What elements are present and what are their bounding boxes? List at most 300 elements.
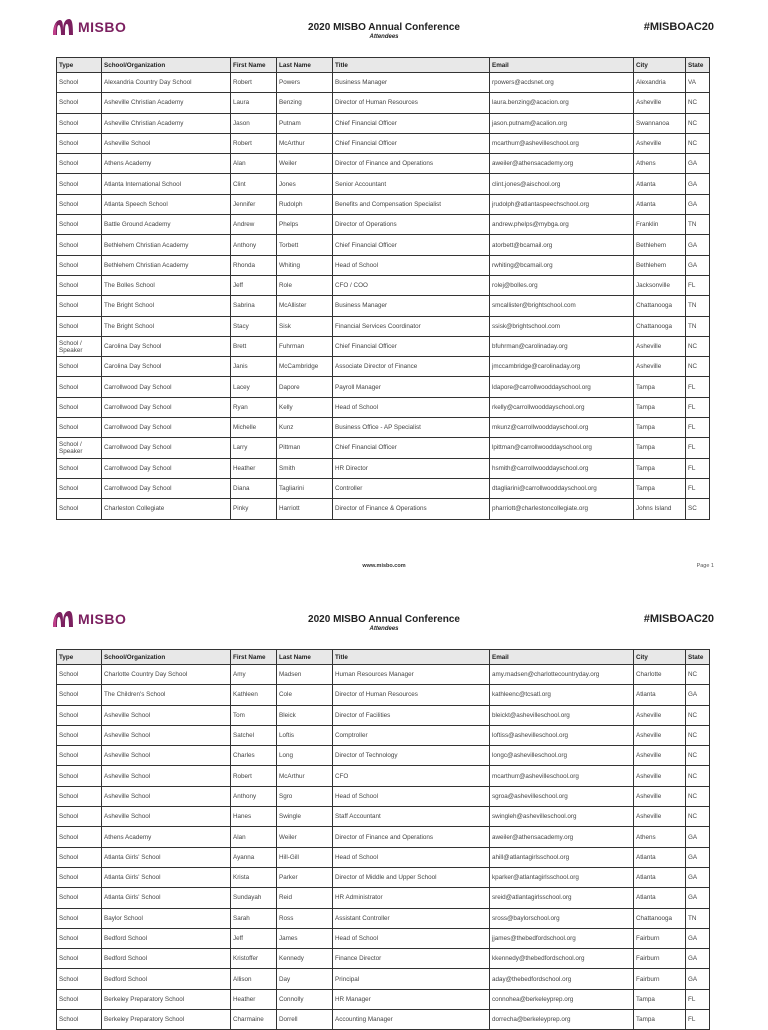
table-cell: Allison xyxy=(231,969,277,989)
table-cell: Tampa xyxy=(634,458,686,478)
table-cell: School xyxy=(57,174,102,194)
table-cell: Ryan xyxy=(231,397,277,417)
table-cell: Pittman xyxy=(277,438,333,458)
table-cell: Ayanna xyxy=(231,847,277,867)
email-cell[interactable]: kathleenc@tcsatl.org xyxy=(490,685,634,705)
table-cell: Kennedy xyxy=(277,949,333,969)
table-cell: Atlanta xyxy=(634,174,686,194)
table-row xyxy=(57,438,710,458)
table-cell: FL xyxy=(686,1010,710,1030)
page-subtitle: Attendees xyxy=(369,34,399,40)
table-cell: Whiting xyxy=(277,255,333,275)
email-cell[interactable]: jjames@thebedfordschool.org xyxy=(490,928,634,948)
table-cell: Asheville xyxy=(634,807,686,827)
table-row xyxy=(57,154,710,174)
email-cell[interactable]: bfuhrman@carolinaday.org xyxy=(490,336,634,356)
table-cell: McAllister xyxy=(277,296,333,316)
table-cell: FL xyxy=(686,458,710,478)
table-cell: Alan xyxy=(231,827,277,847)
email-cell[interactable]: laura.benzing@acacion.org xyxy=(490,93,634,113)
table-cell: The Bright School xyxy=(102,296,231,316)
table-cell: Asheville xyxy=(634,133,686,153)
column-header: City xyxy=(634,650,686,665)
table-cell: Hill-Gill xyxy=(277,847,333,867)
table-cell: Swingle xyxy=(277,807,333,827)
email-cell[interactable]: lpittman@carrollwooddayschool.org xyxy=(490,438,634,458)
email-cell[interactable]: hsmith@carrollwooddayschool.org xyxy=(490,458,634,478)
email-cell[interactable]: sross@baylorschool.org xyxy=(490,908,634,928)
table-cell: Asheville School xyxy=(102,725,231,745)
table-cell: Heather xyxy=(231,458,277,478)
column-header: City xyxy=(634,58,686,73)
table-cell: Chief Financial Officer xyxy=(333,235,490,255)
table-cell: Director of Human Resources xyxy=(333,685,490,705)
table-row xyxy=(57,336,710,356)
table-cell: GA xyxy=(686,949,710,969)
table-cell: Tampa xyxy=(634,478,686,498)
table-cell: Charlotte Country Day School xyxy=(102,665,231,685)
table-cell: Benefits and Compensation Specialist xyxy=(333,194,490,214)
table-cell: Chief Financial Officer xyxy=(333,113,490,133)
table-cell: Accounting Manager xyxy=(333,1010,490,1030)
table-cell: Asheville xyxy=(634,725,686,745)
table-row xyxy=(57,133,710,153)
table-cell: Satchel xyxy=(231,725,277,745)
table-row xyxy=(57,807,710,827)
table-cell: NC xyxy=(686,746,710,766)
table-cell: HR Administrator xyxy=(333,888,490,908)
table-cell: School xyxy=(57,397,102,417)
table-cell: Carrollwood Day School xyxy=(102,418,231,438)
table-cell: Robert xyxy=(231,73,277,93)
table-cell: Asheville xyxy=(634,357,686,377)
table-cell: School xyxy=(57,685,102,705)
table-cell: Head of School xyxy=(333,847,490,867)
table-cell: GA xyxy=(686,154,710,174)
table-cell: Sisk xyxy=(277,316,333,336)
table-cell: Weiler xyxy=(277,827,333,847)
email-cell[interactable]: aweiler@athensacademy.org xyxy=(490,827,634,847)
email-cell[interactable]: jrudolph@atlantaspeechschool.org xyxy=(490,194,634,214)
column-header: Last Name xyxy=(277,58,333,73)
table-cell: McArthur xyxy=(277,133,333,153)
email-cell[interactable]: rwhiting@bcamail.org xyxy=(490,255,634,275)
table-cell: Director of Finance & Operations xyxy=(333,499,490,519)
table-cell: GA xyxy=(686,685,710,705)
table-cell: Tampa xyxy=(634,418,686,438)
table-cell: Asheville School xyxy=(102,133,231,153)
table-cell: Jacksonville xyxy=(634,275,686,295)
email-cell[interactable]: dorrecha@berkeleyprep.org xyxy=(490,1010,634,1030)
table-cell: Bethlehem xyxy=(634,255,686,275)
column-header: Title xyxy=(333,650,490,665)
table-cell: Asheville xyxy=(634,766,686,786)
table-header-row xyxy=(57,650,710,665)
table-cell: Director of Technology xyxy=(333,746,490,766)
table-row xyxy=(57,418,710,438)
table-cell: Atlanta xyxy=(634,888,686,908)
table-cell: Carolina Day School xyxy=(102,336,231,356)
page-subtitle: Attendees xyxy=(369,626,399,632)
table-cell: Baylor School xyxy=(102,908,231,928)
table-row xyxy=(57,478,710,498)
table-cell: Atlanta xyxy=(634,194,686,214)
table-cell: School xyxy=(57,235,102,255)
table-cell: FL xyxy=(686,478,710,498)
table-cell: NC xyxy=(686,725,710,745)
table-cell: Jennifer xyxy=(231,194,277,214)
email-cell[interactable]: ldapore@carrollwooddayschool.org xyxy=(490,377,634,397)
email-cell[interactable]: amy.madsen@charlottecountryday.org xyxy=(490,665,634,685)
table-cell: Sarah xyxy=(231,908,277,928)
table-cell: Asheville School xyxy=(102,786,231,806)
table-row xyxy=(57,766,710,786)
page-header xyxy=(0,592,768,642)
email-cell[interactable]: aday@thebedfordschool.org xyxy=(490,969,634,989)
attendees-table xyxy=(56,57,710,520)
table-cell: Carrollwood Day School xyxy=(102,377,231,397)
table-cell: Charmaine xyxy=(231,1010,277,1030)
column-header: Title xyxy=(333,58,490,73)
table-row xyxy=(57,949,710,969)
table-cell: School xyxy=(57,807,102,827)
table-row xyxy=(57,316,710,336)
table-cell: Loftis xyxy=(277,725,333,745)
table-cell: Stacy xyxy=(231,316,277,336)
email-cell[interactable]: ssisk@brightschool.com xyxy=(490,316,634,336)
table-cell: Lacey xyxy=(231,377,277,397)
email-cell[interactable]: atorbett@bcamail.org xyxy=(490,235,634,255)
table-cell: GA xyxy=(686,847,710,867)
table-cell: Asheville Christian Academy xyxy=(102,113,231,133)
email-cell[interactable]: mcarthurr@ashevilleschool.org xyxy=(490,133,634,153)
table-cell: Chattanooga xyxy=(634,296,686,316)
table-cell: School xyxy=(57,478,102,498)
table-cell: Sabrina xyxy=(231,296,277,316)
table-cell: Chief Financial Officer xyxy=(333,438,490,458)
table-cell: Long xyxy=(277,746,333,766)
table-cell: Director of Human Resources xyxy=(333,93,490,113)
table-cell: Bedford School xyxy=(102,969,231,989)
table-row xyxy=(57,73,710,93)
table-cell: NC xyxy=(686,665,710,685)
table-row xyxy=(57,827,710,847)
table-cell: SC xyxy=(686,499,710,519)
table-cell: School xyxy=(57,154,102,174)
table-cell: Harriott xyxy=(277,499,333,519)
table-cell: Ross xyxy=(277,908,333,928)
table-cell: School xyxy=(57,357,102,377)
table-row xyxy=(57,685,710,705)
table-cell: Senior Accountant xyxy=(333,174,490,194)
table-cell: GA xyxy=(686,867,710,887)
table-cell: Connolly xyxy=(277,989,333,1009)
table-cell: Parker xyxy=(277,867,333,887)
table-cell: Tagliarini xyxy=(277,478,333,498)
table-cell: Jeff xyxy=(231,928,277,948)
table-cell: Tampa xyxy=(634,989,686,1009)
table-cell: GA xyxy=(686,194,710,214)
column-header: School/Organization xyxy=(102,58,231,73)
table-cell: Jason xyxy=(231,113,277,133)
table-cell: Day xyxy=(277,969,333,989)
column-header: Type xyxy=(57,650,102,665)
email-cell[interactable]: longc@ashevilleschool.org xyxy=(490,746,634,766)
table-cell: Fuhrman xyxy=(277,336,333,356)
table-cell: Bethlehem xyxy=(634,235,686,255)
email-cell[interactable]: kkennedy@thebedfordschool.org xyxy=(490,949,634,969)
table-cell: Tampa xyxy=(634,397,686,417)
table-cell: NC xyxy=(686,113,710,133)
table-cell: TN xyxy=(686,215,710,235)
table-cell: Role xyxy=(277,275,333,295)
table-cell: School xyxy=(57,93,102,113)
table-row xyxy=(57,499,710,519)
table-cell: School xyxy=(57,989,102,1009)
table-cell: Human Resources Manager xyxy=(333,665,490,685)
column-header: School/Organization xyxy=(102,650,231,665)
table-cell: Kathleen xyxy=(231,685,277,705)
table-cell: Dapore xyxy=(277,377,333,397)
table-cell: NC xyxy=(686,786,710,806)
table-cell: Asheville xyxy=(634,705,686,725)
table-cell: FL xyxy=(686,989,710,1009)
table-cell: Powers xyxy=(277,73,333,93)
footer-url[interactable]: www.misbo.com xyxy=(362,563,406,569)
table-cell: GA xyxy=(686,969,710,989)
table-cell: Madsen xyxy=(277,665,333,685)
column-header: First Name xyxy=(231,58,277,73)
table-cell: Alan xyxy=(231,154,277,174)
table-cell: Rudolph xyxy=(277,194,333,214)
table-cell: NC xyxy=(686,357,710,377)
email-cell[interactable]: aweiler@athensacademy.org xyxy=(490,154,634,174)
email-cell[interactable]: clint.jones@aischool.org xyxy=(490,174,634,194)
table-cell: NC xyxy=(686,93,710,113)
table-row xyxy=(57,458,710,478)
table-cell: FL xyxy=(686,397,710,417)
email-cell[interactable]: andrew.phelps@mybga.org xyxy=(490,215,634,235)
table-cell: Chief Financial Officer xyxy=(333,133,490,153)
table-cell: Cole xyxy=(277,685,333,705)
hashtag: #MISBOAC20 xyxy=(643,613,714,625)
email-cell[interactable]: pharriott@charlestoncollegiate.org xyxy=(490,499,634,519)
table-row xyxy=(57,969,710,989)
table-cell: Kristoffer xyxy=(231,949,277,969)
table-cell: School xyxy=(57,766,102,786)
email-cell[interactable]: mcarthurr@ashevilleschool.org xyxy=(490,766,634,786)
table-cell: FL xyxy=(686,377,710,397)
table-cell: Smith xyxy=(277,458,333,478)
table-cell: Finance Director xyxy=(333,949,490,969)
table-cell: FL xyxy=(686,275,710,295)
table-cell: School xyxy=(57,725,102,745)
table-cell: Payroll Manager xyxy=(333,377,490,397)
table-cell: Clint xyxy=(231,174,277,194)
column-header: Type xyxy=(57,58,102,73)
table-cell: School / Speaker xyxy=(57,336,102,356)
table-cell: School xyxy=(57,888,102,908)
table-cell: School / Speaker xyxy=(57,438,102,458)
table-cell: Carrollwood Day School xyxy=(102,438,231,458)
table-cell: Andrew xyxy=(231,215,277,235)
table-cell: Johns Island xyxy=(634,499,686,519)
table-cell: School xyxy=(57,418,102,438)
table-row xyxy=(57,113,710,133)
email-cell[interactable]: mkunz@carrollwooddayschool.org xyxy=(490,418,634,438)
column-header: Email xyxy=(490,650,634,665)
email-cell[interactable]: bleickt@ashevilleschool.org xyxy=(490,705,634,725)
table-cell: Bethlehem Christian Academy xyxy=(102,255,231,275)
email-cell[interactable]: ahill@atlantagirlsschool.org xyxy=(490,847,634,867)
table-cell: Janis xyxy=(231,357,277,377)
table-row xyxy=(57,665,710,685)
table-cell: FL xyxy=(686,438,710,458)
email-cell[interactable]: jmccambridge@carolinaday.org xyxy=(490,357,634,377)
table-cell: Amy xyxy=(231,665,277,685)
table-row xyxy=(57,93,710,113)
table-row xyxy=(57,255,710,275)
email-cell[interactable]: rolej@bolles.org xyxy=(490,275,634,295)
table-cell: NC xyxy=(686,766,710,786)
table-row xyxy=(57,215,710,235)
table-cell: CFO / COO xyxy=(333,275,490,295)
table-cell: Swannanoa xyxy=(634,113,686,133)
table-cell: Atlanta Girls' School xyxy=(102,847,231,867)
table-cell: Phelps xyxy=(277,215,333,235)
table-cell: HR Manager xyxy=(333,989,490,1009)
table-cell: School xyxy=(57,194,102,214)
table-cell: Asheville xyxy=(634,336,686,356)
table-cell: Reid xyxy=(277,888,333,908)
table-cell: Atlanta Girls' School xyxy=(102,867,231,887)
email-cell[interactable]: connohea@berkeleyprep.org xyxy=(490,989,634,1009)
table-cell: Asheville School xyxy=(102,746,231,766)
table-cell: Principal xyxy=(333,969,490,989)
table-cell: TN xyxy=(686,296,710,316)
table-cell: NC xyxy=(686,336,710,356)
footer-page-number: Page 1 xyxy=(696,563,714,569)
table-cell: McCambridge xyxy=(277,357,333,377)
page-header xyxy=(0,0,768,50)
email-cell[interactable]: swingleh@ashevilleschool.org xyxy=(490,807,634,827)
table-cell: Carolina Day School xyxy=(102,357,231,377)
email-cell[interactable]: dtagliarini@carrollwooddayschool.org xyxy=(490,478,634,498)
table-cell: McArthur xyxy=(277,766,333,786)
table-row xyxy=(57,786,710,806)
table-cell: The Bolles School xyxy=(102,275,231,295)
table-cell: Bedford School xyxy=(102,949,231,969)
table-cell: GA xyxy=(686,928,710,948)
hashtag: #MISBOAC20 xyxy=(643,21,714,33)
table-cell: Asheville xyxy=(634,746,686,766)
table-cell: Pinky xyxy=(231,499,277,519)
table-row xyxy=(57,847,710,867)
email-cell[interactable]: sgroa@ashevilleschool.org xyxy=(490,786,634,806)
table-cell: School xyxy=(57,746,102,766)
table-row xyxy=(57,888,710,908)
table-row xyxy=(57,705,710,725)
table-cell: Director of Operations xyxy=(333,215,490,235)
table-row xyxy=(57,397,710,417)
table-cell: Asheville xyxy=(634,786,686,806)
table-cell: School xyxy=(57,316,102,336)
table-cell: Jones xyxy=(277,174,333,194)
table-cell: School xyxy=(57,786,102,806)
column-header: Email xyxy=(490,58,634,73)
table-cell: Asheville School xyxy=(102,807,231,827)
email-cell[interactable]: loftiss@ashevilleschool.org xyxy=(490,725,634,745)
table-cell: Atlanta xyxy=(634,847,686,867)
table-cell: School xyxy=(57,1010,102,1030)
table-row xyxy=(57,377,710,397)
table-cell: Head of School xyxy=(333,786,490,806)
email-cell[interactable]: smcallister@brightschool.com xyxy=(490,296,634,316)
table-cell: School xyxy=(57,377,102,397)
table-cell: NC xyxy=(686,133,710,153)
table-cell: Comptroller xyxy=(333,725,490,745)
table-cell: Dorrell xyxy=(277,1010,333,1030)
email-cell[interactable]: kparker@atlantagirlsschool.org xyxy=(490,867,634,887)
table-row xyxy=(57,725,710,745)
table-cell: CFO xyxy=(333,766,490,786)
table-cell: Carrollwood Day School xyxy=(102,478,231,498)
table-cell: Asheville School xyxy=(102,766,231,786)
table-cell: School xyxy=(57,296,102,316)
table-cell: School xyxy=(57,665,102,685)
table-cell: Chattanooga xyxy=(634,908,686,928)
table-cell: VA xyxy=(686,73,710,93)
table-cell: Director of Finance and Operations xyxy=(333,827,490,847)
table-cell: School xyxy=(57,499,102,519)
table-cell: Sundayah xyxy=(231,888,277,908)
table-cell: Staff Accountant xyxy=(333,807,490,827)
table-cell: Head of School xyxy=(333,928,490,948)
email-cell[interactable]: rpowers@acdsnet.org xyxy=(490,73,634,93)
table-cell: Atlanta International School xyxy=(102,174,231,194)
column-header: Last Name xyxy=(277,650,333,665)
table-cell: Atlanta xyxy=(634,867,686,887)
page-2 xyxy=(0,592,768,1024)
table-row xyxy=(57,275,710,295)
table-row xyxy=(57,1010,710,1030)
email-cell[interactable]: sreid@atlantagirlsschool.org xyxy=(490,888,634,908)
table-cell: Larry xyxy=(231,438,277,458)
table-cell: Jeff xyxy=(231,275,277,295)
table-cell: Director of Middle and Upper School xyxy=(333,867,490,887)
table-cell: Business Office - AP Specialist xyxy=(333,418,490,438)
page-title: 2020 MISBO Annual Conference xyxy=(308,22,460,33)
table-cell: Bleick xyxy=(277,705,333,725)
table-cell: Tampa xyxy=(634,438,686,458)
table-cell: Laura xyxy=(231,93,277,113)
table-cell: NC xyxy=(686,705,710,725)
table-cell: School xyxy=(57,275,102,295)
table-cell: Krista xyxy=(231,867,277,887)
table-row xyxy=(57,908,710,928)
table-row xyxy=(57,989,710,1009)
email-cell[interactable]: rkelly@carrollwooddayschool.org xyxy=(490,397,634,417)
table-cell: School xyxy=(57,867,102,887)
table-cell: Tom xyxy=(231,705,277,725)
table-cell: Asheville School xyxy=(102,705,231,725)
table-row xyxy=(57,235,710,255)
table-cell: FL xyxy=(686,418,710,438)
table-cell: Kelly xyxy=(277,397,333,417)
email-cell[interactable]: jason.putnam@acalion.org xyxy=(490,113,634,133)
table-cell: School xyxy=(57,949,102,969)
table-cell: Chattanooga xyxy=(634,316,686,336)
